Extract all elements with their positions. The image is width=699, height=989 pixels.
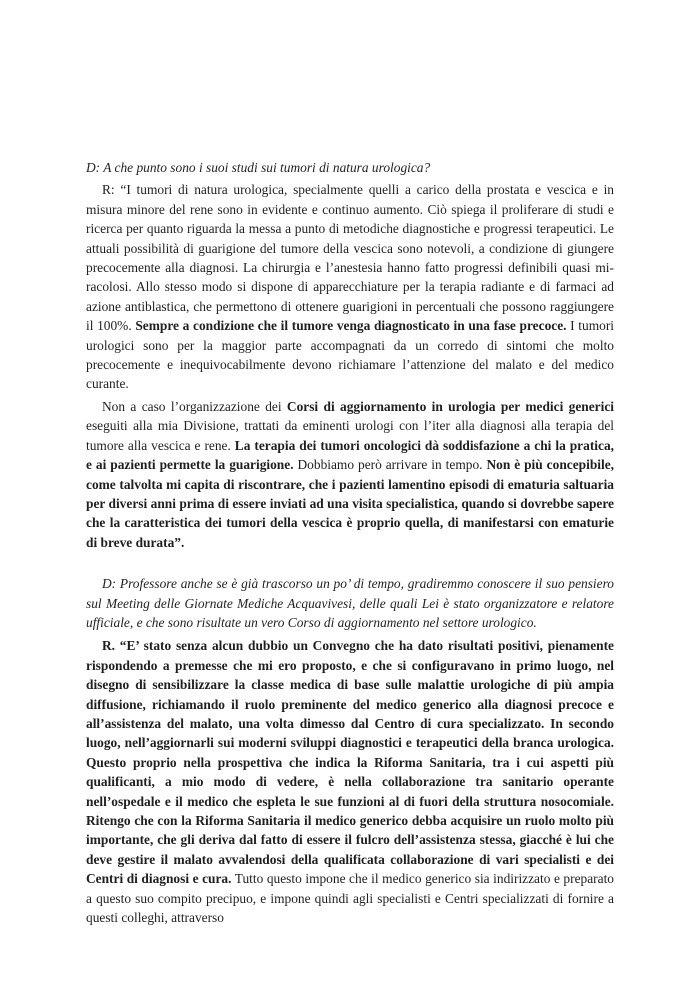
question-2: D: Professore anche se è già trascorso un po’ di tempo, gradiremmo conoscere il suo pensiero sul Meeting delle Giornate Mediche Acquavivesi, delle quali Lei è stato organizzatore e relatore ufficiale, e che sono risultate un vero Corso di aggiornamento nel settore urologico.	[86, 576, 614, 630]
answer-1-paragraph-1	[86, 180, 614, 393]
answer-2-bold-1: R. “E’ stato senza alcun dubbio un Convegno che ha dato risultati positivi, pienamente rispondendo a premesse che mi ero proposto, e che si configuravano in primo luogo, nel disegno di sensibilizzare la classe medica di base sulle malattie urologiche di più ampia diffusione, richiamando il ruolo preminente del medico generico alla diagnosi precoce e all’assistenza del malato, una volta dimesso dal Centro di cura specializzato. In secondo luogo, nell’aggiornarli sui moderni sviluppi diagnostici e terapeutici della branca urologica. Questo proprio nella prospettiva che indica la Riforma Sanitaria, tra i cui aspetti più qualificanti, a mio modo di vedere, è nella collaborazione tra sanitario operante nell’ospedale e il medico che espleta le sue funzioni al di fuori della struttura nosocomiale. Ritengo che con la Riforma Sanitaria il medico generico debba acquisire un ruolo molto più importante, che gli deriva dal fatto di essere il fulcro dell’assistenza stessa, giacché è lui che deve gestire il malato avvalendosi della qualificata collaborazione di vari specialisti e dei Centri di diagnosi e cura.	[86, 638, 614, 887]
answer-2-paragraph	[86, 636, 614, 927]
answer-1-p2-bold-1: Corsi di aggiornamento in urologia per medici generici	[286, 398, 614, 414]
answer-1-paragraph-2	[86, 397, 614, 552]
answer-1-p1-text-2: I tumori urologici sono per la maggior parte accompagnati da un corredo di sintomi che molto precocemente e inequivocabilmente devono richiamare l’attenzione del malato e del medico curante.	[86, 318, 614, 392]
answer-1-p1-bold-1: Sempre a condizione che il tumore venga diagnosticato in una fase precoce.	[135, 318, 567, 334]
answer-2-text-1: Tutto questo impone che il medico generico sia indirizzato e preparato a questo suo compito precipuo, e impone quindi agli specialisti e Centri specializzati di fornire a questi colleghi, attraverso	[86, 871, 614, 926]
answer-1-p2-bold-3: Non è più concepibile, come talvolta mi capita di riscontrare, che i pazienti lamentino episodi di ematuria saltuaria per diversi anni prima di essere inviati ad una visita specialistica, quando si dovrebbe sapere che la caratteristica dei tumori della vescica è proprio quella, di manifestarsi con ematurie di breve durata”.	[86, 457, 614, 550]
answer-1-p2-text-2: eseguiti alla mia Divisione, trattati da eminenti urologi con l’iter alla diagnosi alla terapia del tumore alla vescica e rene.	[86, 418, 614, 453]
answer-1-p2-bold-2: La terapia dei tumori oncologici dà soddisfazione a chi la pratica, e ai pazienti permette la guarigione.	[86, 437, 614, 473]
document-page	[86, 158, 614, 927]
answer-1-p2-text-3: Dobbiamo però arrivare in tempo.	[293, 457, 487, 473]
question-1: D: A che punto sono i suoi studi sui tumori di natura urologica?	[86, 160, 431, 175]
answer-1-p1-text-1: R: “I tumori di natura urologica, specialmente quelli a carico della prostata e vescica e in misura minore del rene sono in evidente e continuo aumento. Ciò spiega il proliferare di studi e ricerca per quanto riguarda la messa a punto di metodiche diagnostiche e progressi terapeutici. Le attuali possibilità di guarigione del tumore della vescica sono notevoli, a condizione di giungere precocemente alla diagnosi. La chirurgia e l’anestesia hanno fatto progressi definibili quasi miracolosi. Allo stesso modo si dispone di apparecchiature per la terapia radiante e di farmaci ad azione antiblastica, che permettono di ottenere guarigioni in percentuali che possono raggiungere il 100%.	[86, 182, 614, 334]
answer-1-p2-text-1: Non a caso l’organizzazione dei	[102, 398, 287, 414]
